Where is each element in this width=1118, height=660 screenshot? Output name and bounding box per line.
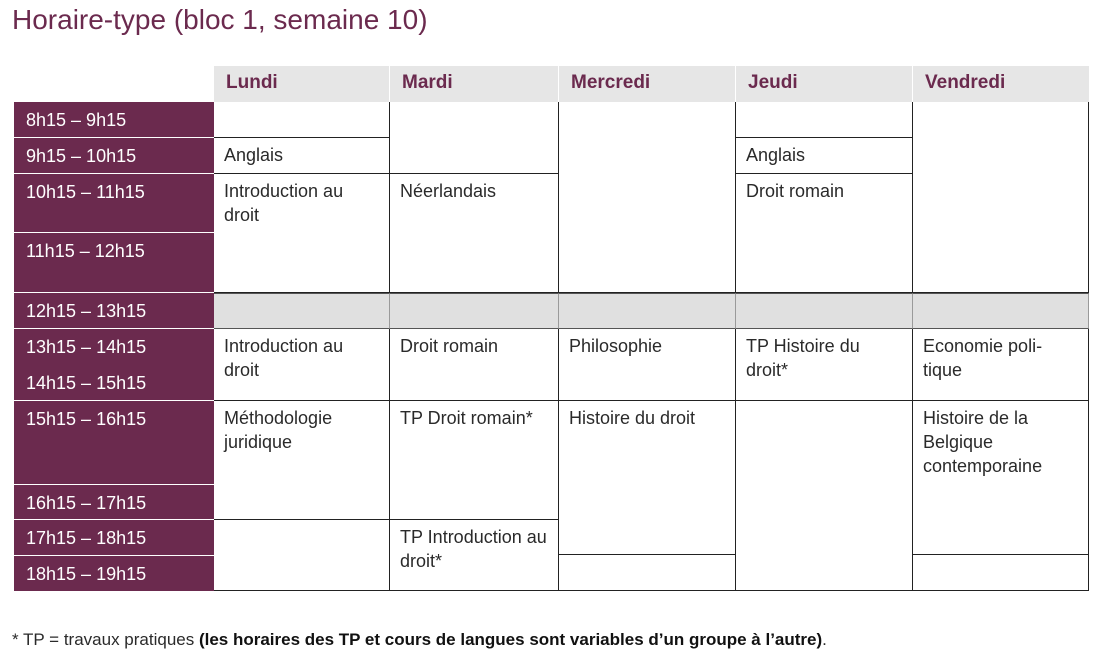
day-header-lundi: Lundi [214, 66, 390, 102]
time-slot: 18h15 – 19h15 [14, 556, 214, 591]
time-slot: 15h15 – 16h15 [14, 401, 214, 484]
course-mardi-neerlandais: Néerlandais [390, 174, 559, 293]
course-lundi-introduction-droit: Introduction au droit [214, 174, 390, 293]
day-header-mardi: Mardi [390, 66, 559, 102]
slot-empty [736, 401, 913, 591]
course-jeudi-droit-romain: Droit romain [736, 174, 913, 293]
lunch-break [913, 293, 1089, 329]
time-slot: 10h15 – 11h15 [14, 174, 214, 233]
day-header-jeudi: Jeudi [736, 66, 913, 102]
slot-empty [913, 555, 1089, 591]
lunch-break [390, 293, 559, 329]
footnote-bold-text: (les horaires des TP et cours de langues sont variables d’un groupe à l’autre) [198, 630, 823, 649]
lunch-break [559, 293, 736, 329]
slot-empty [736, 102, 913, 138]
time-slot: 9h15 – 10h15 [14, 138, 214, 174]
slot-empty [559, 555, 736, 591]
course-mardi-tp-introduction-droit: TP Introduction au droit* [390, 520, 559, 591]
footnote-text: * TP = travaux pratiques [12, 630, 199, 649]
day-header-mercredi: Mercredi [559, 66, 736, 102]
footnote [12, 630, 827, 650]
course-jeudi-tp-histoire-droit: TP Histoire du droit* [736, 329, 913, 401]
lunch-break [214, 293, 390, 329]
course-vendredi-economie-politique: Economie poli-tique [913, 329, 1089, 401]
footnote-end: . [822, 630, 827, 649]
time-slot: 11h15 – 12h15 [14, 233, 214, 293]
course-lundi-anglais: Anglais [214, 138, 390, 174]
time-slot: 8h15 – 9h15 [14, 102, 214, 138]
page-title: Horaire-type (bloc 1, semaine 10) [12, 4, 428, 35]
course-mercredi-histoire-droit: Histoire du droit [559, 401, 736, 555]
time-slot: 14h15 – 15h15 [14, 365, 214, 401]
slot-empty [559, 102, 736, 293]
time-slot: 17h15 – 18h15 [14, 520, 214, 556]
course-mercredi-philosophie: Philosophie [559, 329, 736, 401]
course-vendredi-histoire-belgique: Histoire de la Belgique contemporaine [913, 401, 1089, 555]
time-slot: 12h15 – 13h15 [14, 293, 214, 329]
lunch-break [736, 293, 913, 329]
slot-empty [214, 102, 390, 138]
time-slot: 16h15 – 17h15 [14, 484, 214, 520]
day-header-vendredi: Vendredi [913, 66, 1089, 102]
course-mardi-droit-romain: Droit romain [390, 329, 559, 401]
course-mardi-tp-droit-romain: TP Droit romain* [390, 401, 559, 520]
slot-empty [913, 102, 1089, 293]
course-jeudi-anglais: Anglais [736, 138, 913, 174]
slot-empty [214, 520, 390, 591]
course-lundi-methodologie: Méthodologie juridique [214, 401, 390, 520]
slot-empty [390, 102, 559, 174]
time-slot: 13h15 – 14h15 [14, 329, 214, 365]
course-lundi-introduction-droit-pm: Introduction au droit [214, 329, 390, 401]
